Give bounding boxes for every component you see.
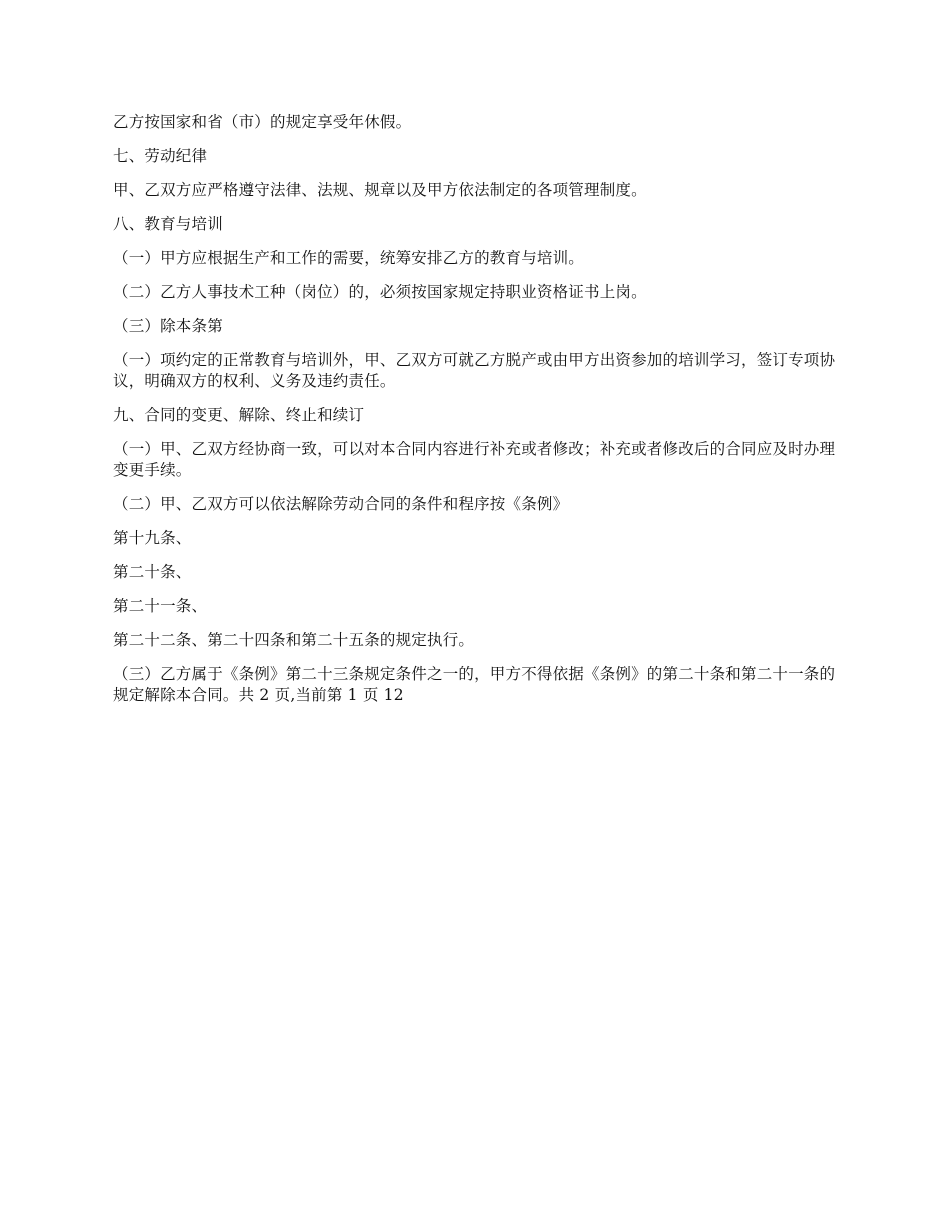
paragraph-changes-2: （二）甲、乙双方可以依法解除劳动合同的条件和程序按《条例》 [113, 495, 569, 513]
paragraph-changes-1: （一）甲、乙双方经协商一致，可以对本合同内容进行补充或者修改；补充或者修改后的合同应及时办理变更手续。 [113, 440, 836, 479]
paragraph-training-agreement: （一）项约定的正常教育与培训外，甲、乙双方可就乙方脱产或由甲方出资参加的培训学习，签订专项协议，明确双方的权利、义务及违约责任。 [113, 351, 836, 390]
paragraph-training-3: （三）除本条第 [113, 317, 223, 335]
section-heading-labor-discipline: 七、劳动纪律 [113, 147, 208, 165]
paragraph-article-19: 第十九条、 [113, 529, 192, 547]
paragraph-discipline-rules: 甲、乙双方应严格遵守法律、法规、规章以及甲方依法制定的各项管理制度。 [113, 181, 647, 199]
paragraph-article-20: 第二十条、 [113, 563, 192, 581]
document-page [113, 112, 841, 719]
paragraph-training-2: （二）乙方人事技术工种（岗位）的，必须按国家规定持职业资格证书上岗。 [113, 283, 647, 301]
paragraph-annual-leave: 乙方按国家和省（市）的规定享受年休假。 [113, 113, 412, 131]
paragraph-article-21: 第二十一条、 [113, 597, 208, 615]
section-heading-education-training: 八、教育与培训 [113, 215, 223, 233]
paragraph-training-1: （一）甲方应根据生产和工作的需要，统筹安排乙方的教育与培训。 [113, 249, 585, 267]
paragraph-changes-3-with-page-info: （三）乙方属于《条例》第二十三条规定条件之一的，甲方不得依据《条例》的第二十条和第二十一条的规定解除本合同。共 2 页,当前第 1 页 12 [113, 665, 836, 704]
paragraph-article-22-24-25: 第二十二条、第二十四条和第二十五条的规定执行。 [113, 631, 475, 649]
section-heading-contract-changes: 九、合同的变更、解除、终止和续订 [113, 406, 365, 424]
